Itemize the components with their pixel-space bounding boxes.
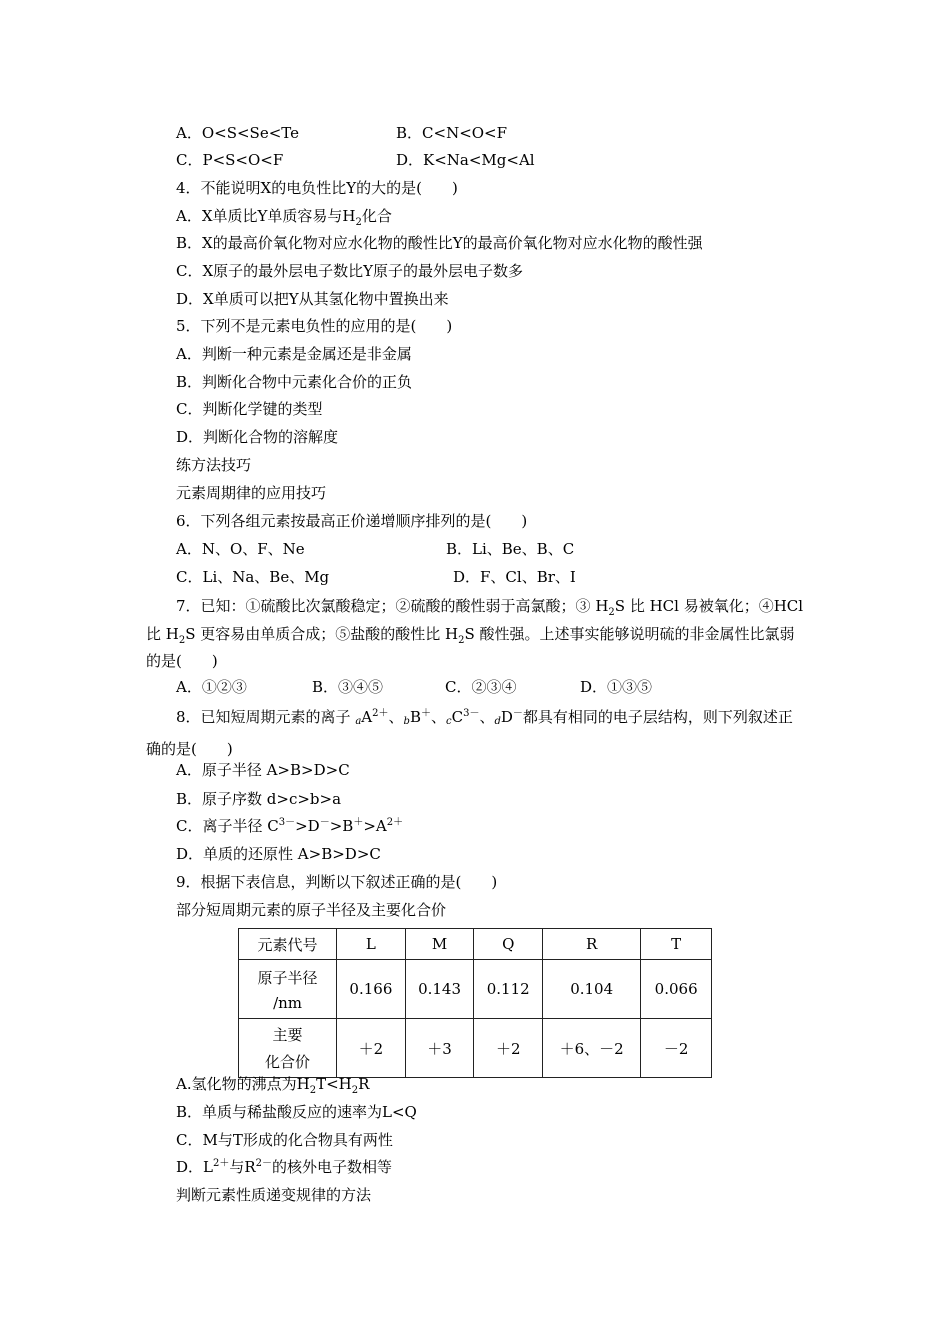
q4-option-b: B．X的最高价氧化物对应水化物的酸性比Y的最高价氧化物对应水化物的酸性强 — [176, 234, 703, 252]
q6-option-c: C．Li、Na、Be、Mg — [176, 568, 330, 586]
table-cell: ＋2 — [474, 1019, 543, 1078]
table-row-label: 原子半径 /nm — [239, 960, 337, 1019]
q4-option-a: A．X单质比Y单质容易与$H_2$化合 — [176, 207, 392, 228]
q5-option-d: D．判断化合物的溶解度 — [176, 428, 339, 446]
q3-option-a: A．O<S<Se<Te — [176, 124, 299, 142]
table-cell: 0.104 — [543, 960, 641, 1019]
table-header-cell: R — [543, 929, 641, 960]
q4-option-d: D．X单质可以把Y从其氢化物中置换出来 — [176, 290, 449, 308]
q4-stem: 4．不能说明X的电负性比Y的大的是( ) — [176, 179, 458, 197]
table-cell: ＋3 — [405, 1019, 474, 1078]
table-header-cell: M — [405, 929, 474, 960]
table-header-cell: T — [641, 929, 712, 960]
q5-option-c: C．判断化学键的类型 — [176, 400, 323, 418]
table-header-cell: 元素代号 — [239, 929, 337, 960]
q3-option-b: B．C<N<O<F — [396, 124, 508, 142]
table-header-cell: Q — [474, 929, 543, 960]
q7-option-d: D．①③⑤ — [580, 678, 653, 696]
q9-option-d: D．$L^{2+}$与$R^{2-}$的核外电子数相等 — [176, 1158, 393, 1176]
q9-option-b: B．单质与稀盐酸反应的速率为L<Q — [176, 1103, 417, 1121]
table-cell: ＋2 — [337, 1019, 406, 1078]
section-title: 练方法技巧 — [176, 456, 252, 474]
q7-option-c: C．②③④ — [445, 678, 517, 696]
q7-option-b: B．③④⑤ — [312, 678, 384, 696]
table-cell: 0.143 — [405, 960, 474, 1019]
table-cell: 0.112 — [474, 960, 543, 1019]
table-row-radius — [239, 960, 712, 1019]
q7-option-a: A．①②③ — [176, 678, 247, 696]
q7-stem: 7．已知：①硫酸比次氯酸稳定；②硫酸的酸性弱于高氯酸；③ $H_2S$ 比 HCl 易被氧化；④HCl 比 $H_2S$ 更容易由单质合成；⑤盐酸的酸性比 $H_2S$ 酸性强。上述事实能够说明硫的非金属性比氯弱的是( ) — [146, 597, 804, 670]
q8-option-c: C．离子半径 $C^{3-}>D^->B^+>A^{2+}$ — [176, 817, 404, 835]
q9-option-a: A.氢化物的沸点为$H_2T<H_2R$ — [176, 1075, 370, 1096]
q5-option-b: B．判断化合物中元素化合价的正负 — [176, 373, 413, 391]
q6-option-b: B．Li、Be、B、C — [446, 540, 575, 558]
q9-stem: 9．根据下表信息，判断以下叙述正确的是( ) — [176, 873, 498, 891]
element-table — [238, 928, 712, 1078]
q3-option-c: C．P<S<O<F — [176, 151, 284, 169]
q8-option-b: B．原子序数 d>c>b>a — [176, 790, 342, 808]
table-cell: 0.166 — [337, 960, 406, 1019]
footer-title: 判断元素性质递变规律的方法 — [176, 1186, 372, 1204]
table-row-valence — [239, 1019, 712, 1078]
table-cell: 0.066 — [641, 960, 712, 1019]
q8-option-a: A．原子半径 A>B>D>C — [176, 761, 350, 779]
table-cell: －2 — [641, 1019, 712, 1078]
table-cell: ＋6、－2 — [543, 1019, 641, 1078]
q5-stem: 5．下列不是元素电负性的应用的是( ) — [176, 317, 453, 335]
q3-option-d: D．K<Na<Mg<Al — [396, 151, 535, 169]
q6-option-a: A．N、O、F、Ne — [176, 540, 305, 558]
table-row-label: 主要 化合价 — [239, 1019, 337, 1078]
q6-option-d: D．F、Cl、Br、I — [453, 568, 576, 586]
q9-option-c: C．M与T形成的化合物具有两性 — [176, 1131, 393, 1149]
q6-stem: 6．下列各组元素按最高正价递增顺序排列的是( ) — [176, 512, 528, 530]
table-caption: 部分短周期元素的原子半径及主要化合价 — [176, 901, 447, 919]
q4-option-c: C．X原子的最外层电子数比Y原子的最外层电子数多 — [176, 262, 524, 280]
q8-option-d: D．单质的还原性 A>B>D>C — [176, 845, 381, 863]
table-header-cell: L — [337, 929, 406, 960]
table-header-row — [239, 929, 712, 960]
section-subtitle: 元素周期律的应用技巧 — [176, 484, 327, 502]
q5-option-a: A．判断一种元素是金属还是非金属 — [176, 345, 412, 363]
q8-stem: 8．已知短周期元素的离子 $aA^{2+}$、bB＋、$cC^{3-}$、dD－都具有相同的电子层结构，则下列叙述正确的是( ) — [146, 708, 793, 758]
